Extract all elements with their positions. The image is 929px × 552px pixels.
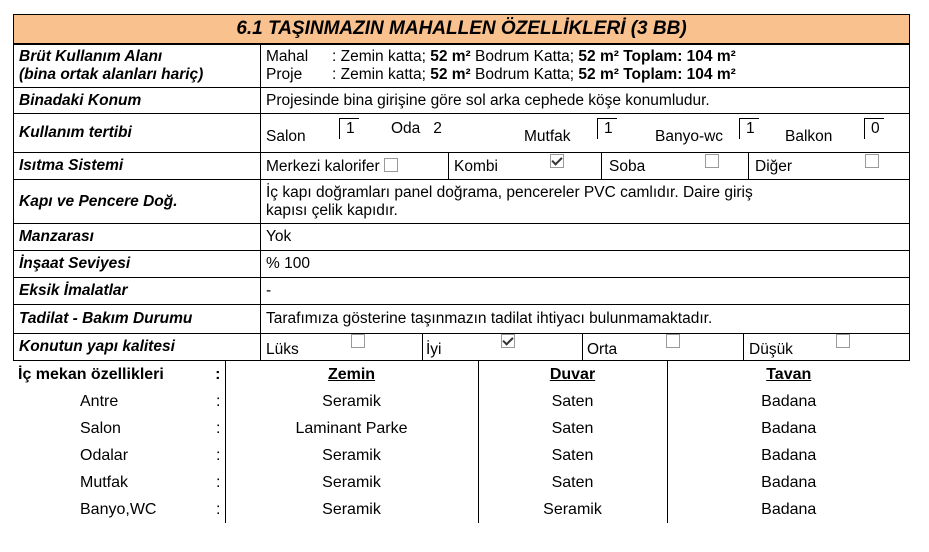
room-name: Antre (80, 392, 119, 410)
gross-area-proje (266, 66, 904, 84)
interior-header-duvar: Duvar (478, 361, 667, 388)
quality-luks (266, 341, 299, 359)
quality-options (261, 334, 910, 361)
usage-banyo-count (739, 118, 759, 139)
interior-header-tavan: Tavan (667, 361, 910, 388)
features-table (13, 44, 910, 361)
quality-dusuk-label: Düşük (749, 341, 793, 358)
heating-options (261, 153, 910, 180)
doors-line2: kapısı çelik kapıdır. (266, 201, 398, 219)
usage-banyo-label: Banyo-wc (655, 128, 724, 145)
quality-row (14, 334, 910, 361)
quality-iyi-checkbox[interactable] (501, 334, 515, 348)
usage-mutfak-count (597, 118, 617, 139)
renovation-row (14, 305, 910, 334)
floor-cell: Seramik (225, 469, 478, 496)
gross-area-label-line1: Brüt Kullanım Alanı (19, 48, 163, 65)
doors-line1: İç kapı doğramları panel doğrama, pencereler PVC camlıdır. Daire giriş (266, 183, 753, 201)
usage-oda-value: 2 (433, 120, 442, 137)
ceiling-cell: Badana (667, 469, 910, 496)
heating-row (14, 153, 910, 180)
view-label: Manzarası (14, 224, 261, 251)
usage-salon-label: Salon (266, 128, 306, 145)
ground-value: 52 m² (430, 48, 471, 65)
wall-cell: Saten (478, 415, 667, 442)
usage-balkon (785, 128, 832, 146)
heating-soba-checkbox-wrap (701, 154, 719, 172)
usage-salon-count (339, 118, 359, 139)
heating-soba-checkbox[interactable] (705, 154, 719, 168)
usage-oda-label: Oda (391, 120, 421, 137)
quality-orta-checkbox-wrap (662, 334, 680, 352)
renovation-label: Tadilat - Bakım Durumu (14, 305, 261, 334)
heating-merkezi (266, 158, 398, 176)
ceiling-cell: Badana (667, 415, 910, 442)
room-colon: : (216, 473, 221, 491)
interior-row-banyo (13, 496, 910, 523)
position-label: Binadaki Konum (14, 88, 261, 114)
heating-kombi (454, 158, 498, 176)
view-value: Yok (261, 224, 910, 251)
gross-area-values (261, 45, 910, 88)
area-row-name: Proje (266, 66, 303, 83)
property-features-document (13, 14, 910, 523)
basement-value: 52 m² (578, 66, 619, 83)
quality-orta-checkbox[interactable] (666, 334, 680, 348)
floor-cell: Seramik (225, 442, 478, 469)
basement-label: Bodrum Katta; (475, 48, 575, 65)
ground-value: 52 m² (430, 66, 471, 83)
position-value: Projesinde bina girişine göre sol arka cephede köşe konumludur. (261, 88, 910, 114)
room-cell (13, 469, 225, 496)
usage-salon (266, 128, 306, 146)
missing-label: Eksik İmalatlar (14, 278, 261, 305)
quality-dusuk-checkbox[interactable] (836, 334, 850, 348)
room-name: Banyo,WC (80, 500, 157, 518)
floor-cell: Seramik (225, 496, 478, 523)
missing-row (14, 278, 910, 305)
interior-row-odalar (13, 442, 910, 469)
quality-luks-checkbox-wrap (347, 334, 365, 352)
heating-soba-label: Soba (609, 158, 646, 175)
construction-label: İnşaat Seviyesi (14, 251, 261, 278)
interior-row-salon (13, 415, 910, 442)
usage-balkon-label: Balkon (785, 128, 833, 145)
room-colon: : (216, 446, 221, 464)
view-row (14, 224, 910, 251)
renovation-value: Tarafımıza gösterine taşınmazın tadilat ihtiyacı bulunmamaktadır. (261, 305, 910, 334)
quality-luks-checkbox[interactable] (351, 334, 365, 348)
room-name: Salon (80, 419, 121, 437)
usage-mutfak (524, 128, 571, 146)
total-value: 104 m² (686, 66, 736, 83)
quality-dusuk-checkbox-wrap (832, 334, 850, 352)
room-name: Mutfak (80, 473, 129, 491)
usage-mutfak-label: Mutfak (524, 128, 571, 145)
heating-kombi-checkbox[interactable] (550, 154, 564, 168)
room-cell (13, 415, 225, 442)
heating-diger-label: Diğer (755, 158, 793, 175)
doors-label: Kapı ve Pencere Doğ. (14, 180, 261, 224)
section-title: 6.1 TAŞINMAZIN MAHALLEN ÖZELLİKLERİ (3 BB) (13, 14, 910, 44)
heating-kombi-label: Kombi (454, 158, 498, 175)
room-colon: : (216, 500, 221, 518)
area-row-name: Mahal (266, 48, 309, 65)
wall-cell: Seramik (478, 496, 667, 523)
interior-row-mutfak (13, 469, 910, 496)
quality-luks-label: Lüks (266, 341, 299, 358)
heating-kombi-checkbox-wrap (546, 154, 564, 172)
construction-row (14, 251, 910, 278)
doors-value (261, 180, 910, 224)
basement-value: 52 m² (578, 48, 619, 65)
construction-value: % 100 (261, 251, 910, 278)
quality-iyi (426, 341, 442, 359)
heating-diger-checkbox[interactable] (865, 154, 879, 168)
heating-label: Isıtma Sistemi (14, 153, 261, 180)
room-cell (13, 496, 225, 523)
room-colon: : (216, 419, 221, 437)
wall-cell: Saten (478, 469, 667, 496)
usage-banyo-value: 1 (739, 118, 759, 139)
interior-label: İç mekan özellikleri (18, 365, 164, 383)
gross-area-mahal (266, 48, 904, 66)
usage-oda (391, 120, 442, 138)
usage-label: Kullanım tertibi (14, 114, 261, 153)
usage-row (14, 114, 910, 153)
position-row (14, 88, 910, 114)
heating-diger-checkbox-wrap (861, 154, 879, 172)
gross-area-label-line2: (bina ortak alanları hariç) (19, 66, 204, 83)
total-label: Toplam: (623, 66, 683, 83)
floor-cell: Seramik (225, 388, 478, 415)
room-name: Odalar (80, 446, 129, 464)
interior-header-row (13, 361, 910, 388)
usage-mutfak-value: 1 (597, 118, 617, 139)
room-cell (13, 442, 225, 469)
ground-label: : Zemin katta; (332, 48, 426, 65)
ceiling-cell: Badana (667, 388, 910, 415)
interior-colon: : (215, 365, 221, 383)
interior-label-cell (13, 361, 225, 388)
floor-cell: Laminant Parke (225, 415, 478, 442)
interior-header-zemin: Zemin (225, 361, 478, 388)
quality-orta-label: Orta (587, 341, 618, 358)
usage-salon-value: 1 (339, 118, 359, 139)
wall-cell: Saten (478, 442, 667, 469)
quality-iyi-checkbox-wrap (497, 334, 515, 352)
interior-table (13, 361, 910, 523)
quality-label: Konutun yapı kalitesi (14, 334, 261, 361)
heating-soba (609, 158, 645, 176)
ceiling-cell: Badana (667, 496, 910, 523)
heating-diger (755, 158, 792, 176)
room-colon: : (216, 392, 221, 410)
room-cell (13, 388, 225, 415)
usage-balkon-count (864, 118, 884, 139)
gross-area-label (14, 45, 261, 88)
total-value: 104 m² (686, 48, 736, 65)
quality-orta (587, 341, 617, 359)
usage-banyo (655, 128, 723, 146)
quality-iyi-label: İyi (426, 341, 442, 358)
heating-merkezi-label: Merkezi kalorifer (266, 158, 380, 175)
interior-row-antre (13, 388, 910, 415)
usage-balkon-value: 0 (864, 118, 884, 139)
ceiling-cell: Badana (667, 442, 910, 469)
wall-cell: Saten (478, 388, 667, 415)
basement-label: Bodrum Katta; (475, 66, 575, 83)
doors-row (14, 180, 910, 224)
total-label: Toplam: (623, 48, 683, 65)
usage-values (261, 114, 910, 153)
gross-area-row (14, 45, 910, 88)
quality-dusuk (749, 341, 793, 359)
heating-merkezi-checkbox[interactable] (384, 158, 398, 172)
missing-value: - (261, 278, 910, 305)
ground-label: : Zemin katta; (332, 66, 426, 83)
